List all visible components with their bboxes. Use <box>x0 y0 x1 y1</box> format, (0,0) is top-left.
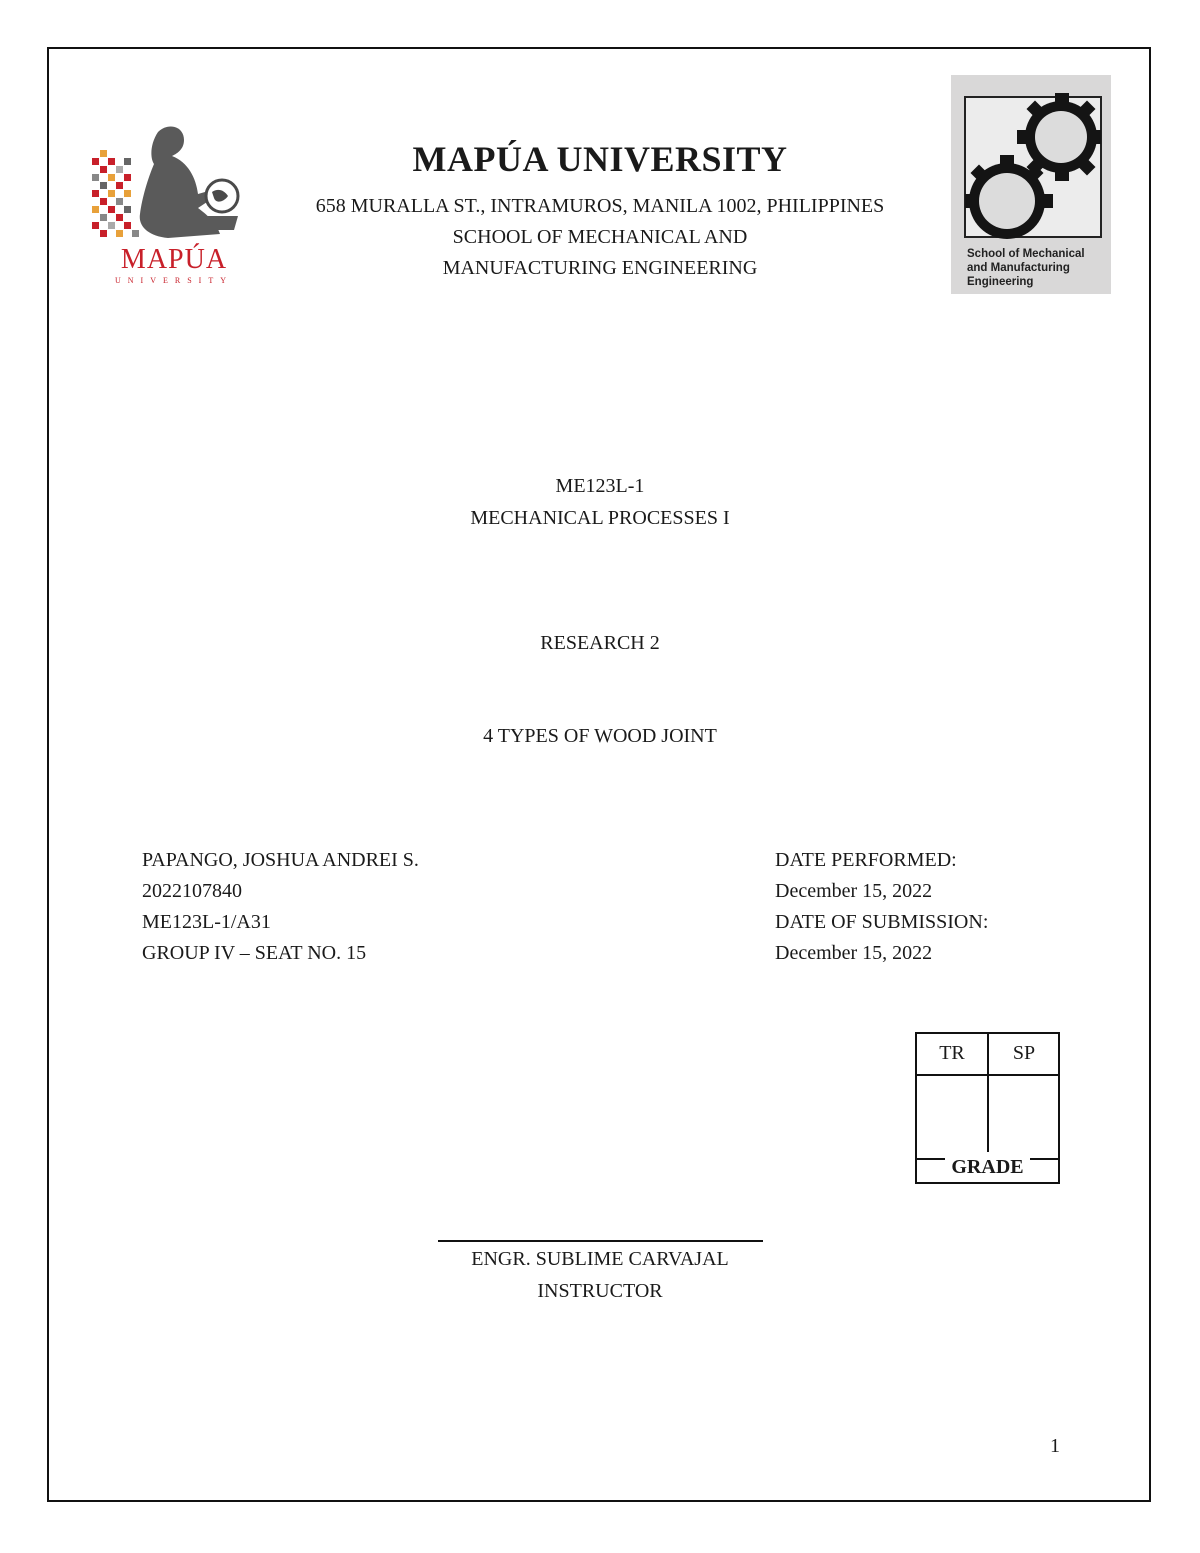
grade-label: GRADE <box>951 1156 1024 1178</box>
gear-logo-icon <box>951 75 1111 294</box>
research-title: 4 TYPES OF WOOD JOINT <box>483 725 717 747</box>
date-performed-value: December 15, 2022 <box>775 880 933 902</box>
university-address: 658 MURALLA ST., INTRAMUROS, MANILA 1002, PHILIPPINES <box>315 195 885 217</box>
page-number: 1 <box>1050 1435 1060 1457</box>
svg-text:and Manufacturing: and Manufacturing <box>967 262 1070 274</box>
svg-text:MAPÚA: MAPÚA <box>120 244 228 275</box>
course-name: MECHANICAL PROCESSES I <box>470 507 730 529</box>
mapua-emblem-icon <box>88 118 260 286</box>
school-name-line-1: SCHOOL OF MECHANICAL AND <box>452 226 748 248</box>
grade-column-divider <box>987 1034 989 1152</box>
date-submission-value: December 15, 2022 <box>775 942 933 964</box>
school-logo <box>951 75 1111 294</box>
course-code: ME123L-1 <box>555 475 645 497</box>
mapua-logo <box>88 118 260 286</box>
research-label: RESEARCH 2 <box>540 632 660 654</box>
grade-col-tr: TR <box>939 1042 965 1064</box>
grade-box <box>915 1032 1060 1184</box>
instructor-name: ENGR. SUBLIME CARVAJAL <box>471 1248 729 1270</box>
student-name: PAPANGO, JOSHUA ANDREI S. <box>142 849 419 871</box>
instructor-title: INSTRUCTOR <box>537 1280 663 1302</box>
svg-text:School of Mechanical: School of Mechanical <box>967 248 1085 260</box>
signature-line <box>438 1240 763 1242</box>
student-group: GROUP IV – SEAT NO. 15 <box>142 942 367 964</box>
student-section: ME123L-1/A31 <box>142 911 271 933</box>
svg-text:UNIVERSITY: UNIVERSITY <box>115 276 233 285</box>
student-id: 2022107840 <box>142 880 242 902</box>
date-performed-label: DATE PERFORMED: <box>775 849 957 871</box>
date-submission-label: DATE OF SUBMISSION: <box>775 911 989 933</box>
university-title: MAPÚA UNIVERSITY <box>412 139 788 179</box>
school-name-line-2: MANUFACTURING ENGINEERING <box>442 257 758 279</box>
svg-text:Engineering: Engineering <box>967 276 1034 288</box>
grade-col-sp: SP <box>1012 1042 1036 1064</box>
